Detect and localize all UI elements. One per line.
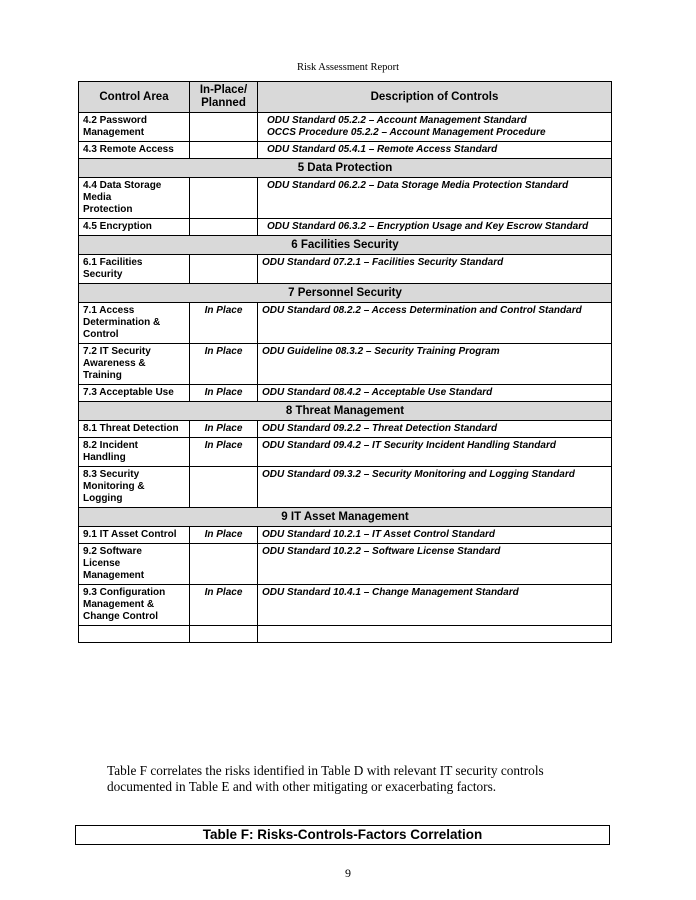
table-row bbox=[79, 626, 612, 643]
intro-paragraph: Table F correlates the risks identified in Table D with relevant IT security controls documented in Table E and with other mitigating or exacerbating factors. bbox=[107, 763, 544, 794]
control-area-cell: 6.1 Facilities Security bbox=[79, 255, 190, 284]
control-area-cell: 7.3 Acceptable Use bbox=[79, 385, 190, 402]
status-cell bbox=[190, 467, 258, 508]
table-row bbox=[79, 421, 612, 438]
description-line: ODU Standard 08.4.2 – Acceptable Use Standard bbox=[262, 387, 493, 398]
description-line: ODU Standard 10.4.1 – Change Management Standard bbox=[262, 587, 519, 598]
column-header-status: In-Place/ Planned bbox=[190, 82, 258, 113]
table-row bbox=[79, 385, 612, 402]
description-line: ODU Standard 05.2.2 – Account Management Standard bbox=[267, 115, 527, 126]
description-cell bbox=[258, 585, 612, 626]
control-area-cell: 8.2 Incident Handling bbox=[79, 438, 190, 467]
table-row bbox=[79, 527, 612, 544]
section-title: 9 IT Asset Management bbox=[79, 508, 612, 527]
table-row bbox=[79, 219, 612, 236]
table-f-title: Table F: Risks-Controls-Factors Correlation bbox=[75, 825, 610, 845]
control-area-cell: 4.3 Remote Access bbox=[79, 142, 190, 159]
table-row bbox=[79, 255, 612, 284]
control-area-cell: 4.5 Encryption bbox=[79, 219, 190, 236]
table-header-row bbox=[79, 82, 612, 113]
description-line: ODU Standard 09.3.2 – Security Monitoring and Logging Standard bbox=[262, 469, 575, 480]
status-cell: In Place bbox=[190, 421, 258, 438]
description-line: ODU Guideline 08.3.2 – Security Training Program bbox=[262, 346, 500, 357]
status-cell: In Place bbox=[190, 303, 258, 344]
description-line: ODU Standard 09.2.2 – Threat Detection Standard bbox=[262, 423, 498, 434]
table-row bbox=[79, 544, 612, 585]
description-cell bbox=[258, 467, 612, 508]
description-line: ODU Standard 09.4.2 – IT Security Incident Handling Standard bbox=[262, 440, 556, 451]
section-title: 6 Facilities Security bbox=[79, 236, 612, 255]
table-row bbox=[79, 142, 612, 159]
page-number: 9 bbox=[345, 866, 351, 880]
status-cell bbox=[190, 255, 258, 284]
control-area-cell: 8.3 Security Monitoring & Logging bbox=[79, 467, 190, 508]
control-area-cell: 9.1 IT Asset Control bbox=[79, 527, 190, 544]
page-header: Risk Assessment Report bbox=[296, 62, 400, 73]
status-cell: In Place bbox=[190, 385, 258, 402]
description-line: ODU Standard 05.4.1 – Remote Access Standard bbox=[267, 144, 498, 155]
control-area-cell: 4.2 Password Management bbox=[79, 113, 190, 142]
section-title: 5 Data Protection bbox=[79, 159, 612, 178]
description-cell bbox=[258, 142, 612, 159]
controls-table bbox=[78, 81, 612, 643]
section-row bbox=[79, 402, 612, 421]
table-row bbox=[79, 303, 612, 344]
status-cell bbox=[190, 219, 258, 236]
control-area-cell: 7.2 IT Security Awareness & Training bbox=[79, 344, 190, 385]
status-cell bbox=[190, 142, 258, 159]
description-cell bbox=[258, 385, 612, 402]
column-header-control-area: Control Area bbox=[79, 82, 190, 113]
description-line: OCCS Procedure 05.2.2 – Account Management Procedure bbox=[267, 127, 546, 138]
status-cell bbox=[190, 626, 258, 643]
section-row bbox=[79, 159, 612, 178]
status-cell: In Place bbox=[190, 527, 258, 544]
section-row bbox=[79, 508, 612, 527]
section-row bbox=[79, 236, 612, 255]
section-row bbox=[79, 284, 612, 303]
description-cell bbox=[258, 344, 612, 385]
table-body bbox=[79, 113, 612, 643]
table-row bbox=[79, 467, 612, 508]
description-cell bbox=[258, 178, 612, 219]
table-row bbox=[79, 438, 612, 467]
description-line: ODU Standard 10.2.1 – IT Asset Control Standard bbox=[262, 529, 496, 540]
description-line: ODU Standard 10.2.2 – Software License Standard bbox=[262, 546, 501, 557]
section-title: 7 Personnel Security bbox=[79, 284, 612, 303]
control-area-cell: 7.1 Access Determination & Control bbox=[79, 303, 190, 344]
description-cell bbox=[258, 303, 612, 344]
description-cell bbox=[258, 255, 612, 284]
description-cell bbox=[258, 527, 612, 544]
description-cell bbox=[258, 113, 612, 142]
description-cell bbox=[258, 626, 612, 643]
description-cell bbox=[258, 544, 612, 585]
description-cell bbox=[258, 438, 612, 467]
control-area-cell: 9.2 Software License Management bbox=[79, 544, 190, 585]
control-area-cell: 9.3 Configuration Management & Change Control bbox=[79, 585, 190, 626]
table-row bbox=[79, 178, 612, 219]
status-cell bbox=[190, 113, 258, 142]
description-line: ODU Standard 06.3.2 – Encryption Usage and Key Escrow Standard bbox=[267, 221, 589, 232]
status-cell: In Place bbox=[190, 438, 258, 467]
section-title: 8 Threat Management bbox=[79, 402, 612, 421]
description-line: ODU Standard 08.2.2 – Access Determination and Control Standard bbox=[262, 305, 582, 316]
description-line: ODU Standard 07.2.1 – Facilities Security Standard bbox=[262, 257, 504, 268]
table-row bbox=[79, 344, 612, 385]
status-cell: In Place bbox=[190, 585, 258, 626]
description-line: ODU Standard 06.2.2 – Data Storage Media Protection Standard bbox=[267, 180, 569, 191]
description-cell bbox=[258, 219, 612, 236]
control-area-cell: 4.4 Data Storage Media Protection bbox=[79, 178, 190, 219]
status-cell bbox=[190, 544, 258, 585]
column-header-description: Description of Controls bbox=[258, 82, 612, 113]
status-cell: In Place bbox=[190, 344, 258, 385]
status-cell bbox=[190, 178, 258, 219]
table-row bbox=[79, 585, 612, 626]
table-row bbox=[79, 113, 612, 142]
control-area-cell bbox=[79, 626, 190, 643]
description-cell bbox=[258, 421, 612, 438]
control-area-cell: 8.1 Threat Detection bbox=[79, 421, 190, 438]
